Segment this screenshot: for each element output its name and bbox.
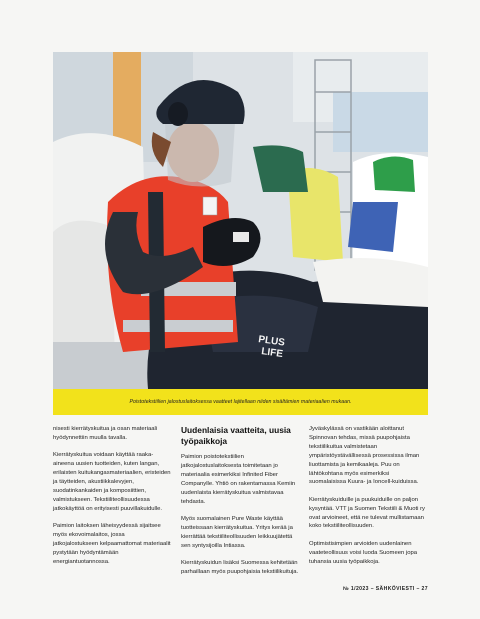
page-footer: № 1/2023 – SÄHKÖVIESTI – 27 — [343, 586, 428, 592]
clothing-print-line-1: PLUS — [257, 334, 286, 349]
paragraph: Paimion laitoksen läheisyydessä sijaitsee myös ekovoimalaitos, jossa jatkojalostukseen kelpaamattomat materiaalit pystytään hyödyntämään energiantuotannossa. — [53, 522, 171, 565]
paragraph: nisesti kierrätyskuitua ja osan materiaali hyödynnettiin muulla tavalla. — [53, 426, 158, 441]
worker-sorting-textiles-photo — [53, 52, 428, 389]
text-column-2 — [181, 425, 299, 585]
paragraph: Optimistisimpien arvioiden uudenlainen vaateteollisuus voisi luoda Suomeen jopa tuhansia uusia työpaikkoja. — [309, 540, 418, 565]
photo-caption: Poistotekstiilien jalostuslaitoksessa vaatteet lajitellaan niiden sisältämien materiaalien mukaan. — [129, 399, 352, 405]
photo-illustration — [53, 52, 428, 389]
paragraph: Paimion poistotekstiilien jatkojalostuslaitoksesta toimitetaan jo materiaalia esimerkiksi Infinited Fiber Companylle. Yhtiö on rakentamassa Kemiin uudenlaista kierrätyskuitua valmistavaa tehdasta. — [181, 454, 296, 505]
section-heading: Uudenlaisia vaatteita, uusia työpaikkoja — [181, 425, 291, 446]
paragraph: Kierrätyskuiduille ja puukuiduille on paljon kysyntää. VTT ja Suomen Tekstiili & Muoti ry ovat arvioineet, että ne tulevat mullistamaan koko tekstiiliteollisuuden. — [309, 496, 425, 530]
paragraph: Kierrätyskuitua voidaan käyttää raaka-aineena uusien tuotteiden, kuten langan, erilaisten kuitukangasmateriaalien, eristeiden ja täytteiden, akustiikkalevyjen, suodatinkankaiden ja komposiittien, valmistukseen. Tekstiiliteollisuudessa jatkokäyttöä on erityisesti puuvillakuidulle. — [53, 452, 171, 512]
paragraph: Myös suomalainen Pure Waste käyttää tuotteissaan kierrätyskuitua. Yritys kerää ja kierrättää tekstiiliteollisuuden leikkuujätettä sen syntysijoilla Intiassa. — [181, 515, 293, 549]
paragraph: Kierrätyskuidun lisäksi Suomessa kehitetään parhaillaan myös puupohjaisia tekstiilikuituja. — [181, 559, 299, 575]
photo-caption-bar — [53, 389, 428, 415]
clothing-print-line-2: LIFE — [260, 346, 284, 360]
paragraph: Jyväskylässä on vastikään aloittanut Spinnovan tehdas, missä puupohjaista tekstiilikuitua valmistetaan ympäristöystävällisessä prosessissa ilman liuottamista ja kemikaaleja. Puu on lähtökohtana myös esimerkiksi suomalaisissa Kuura- ja Ioncell-kuiduissa. — [309, 426, 420, 486]
text-column-1 — [53, 425, 171, 575]
text-column-3 — [309, 425, 427, 575]
